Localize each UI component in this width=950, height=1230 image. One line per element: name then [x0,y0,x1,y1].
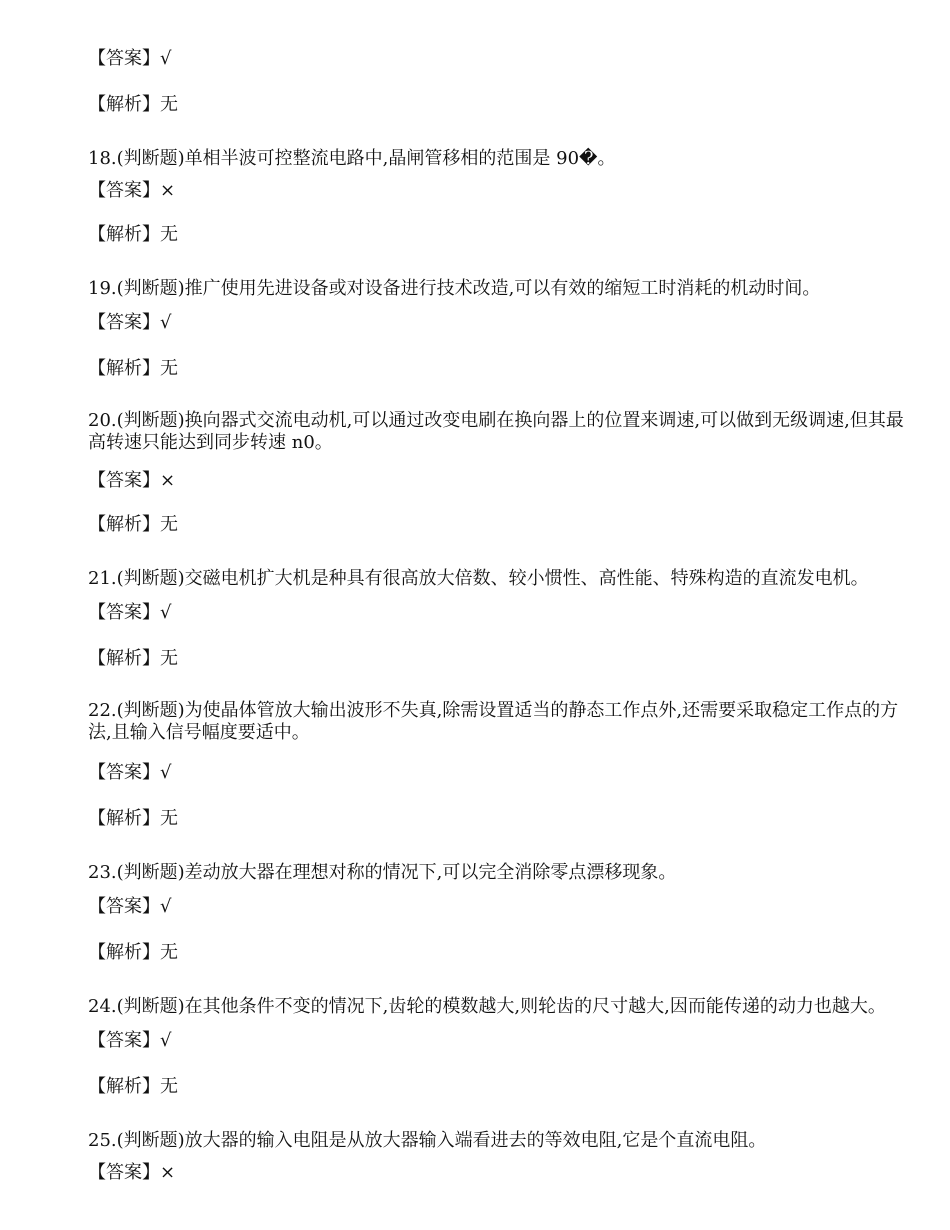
answer-22: 【答案】√ [88,762,172,783]
answer-23: 【答案】√ [88,896,172,917]
analysis-20: 【解析】无 [88,514,178,535]
question-21: 21.(判断题)交磁电机扩大机是种具有很高放大倍数、较小惯性、高性能、特殊构造的直流发电机。 [88,568,869,589]
question-18: 18.(判断题)单相半波可控整流电路中,晶闸管移相的范围是 90�。 [88,148,616,169]
analysis-17: 【解析】无 [88,94,178,115]
question-22: 22.(判断题)为使晶体管放大输出波形不失真,除需设置适当的静态工作点外,还需要采取稳定工作点的方法,且输入信号幅度要适中。 [88,700,899,743]
answer-24: 【答案】√ [88,1030,172,1051]
question-25: 25.(判断题)放大器的输入电阻是从放大器输入端看进去的等效电阻,它是个直流电阻。 [88,1130,767,1151]
answer-20: 【答案】× [88,470,176,491]
question-23: 23.(判断题)差动放大器在理想对称的情况下,可以完全消除零点漂移现象。 [88,862,677,883]
answer-18: 【答案】× [88,180,176,201]
analysis-24: 【解析】无 [88,1076,178,1097]
answer-17: 【答案】√ [88,48,172,69]
answer-25: 【答案】× [88,1162,176,1183]
answer-19: 【答案】√ [88,312,172,333]
analysis-18: 【解析】无 [88,224,178,245]
analysis-21: 【解析】无 [88,648,178,669]
question-19: 19.(判断题)推广使用先进设备或对设备进行技术改造,可以有效的缩短工时消耗的机动时间。 [88,278,821,299]
analysis-19: 【解析】无 [88,358,178,379]
analysis-22: 【解析】无 [88,808,178,829]
question-24: 24.(判断题)在其他条件不变的情况下,齿轮的模数越大,则轮齿的尺寸越大,因而能传递的动力也越大。 [88,996,886,1017]
answer-21: 【答案】√ [88,602,172,623]
analysis-23: 【解析】无 [88,942,178,963]
question-20: 20.(判断题)换向器式交流电动机,可以通过改变电刷在换向器上的位置来调速,可以做到无级调速,但其最高转速只能达到同步转速 n0。 [88,410,904,453]
